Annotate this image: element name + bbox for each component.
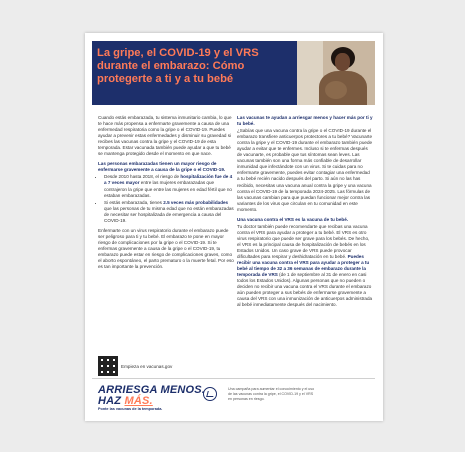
intro-paragraph: Cuando estás embarazada, tu sistema inmunitario cambia, lo que te hace más propensa a enfermarte gravemente a causa de una enfermedad respiratoria como la gripe o el COVID-19. Puedes ayudar a prevenir estas enfermedades y disminuir su gravedad si recibes las vacunas contra la gripe y el COVID-19 de esta temporada. Estar vacunada también puede ayudar a que tu bebé se mantenga protegido desde el momento en que nace. (98, 115, 232, 157)
slogan-line (98, 396, 208, 407)
campaign-note: Una campaña para aumentar el conocimiento y el uso de las vacunas contra la gripe, el COVID-19 y el VRS en personas en riesgo. (228, 387, 315, 401)
bullet-text: Si estás embarazada, tienes (104, 199, 164, 205)
pregnant-woman-photo (297, 41, 375, 105)
divider (92, 378, 375, 379)
rsv-text: (de 1 de septiembre al 31 de enero en casi todos los Estados Unidos). Algunas personas que no pueden o deciden no recibir una vacuna contra el VRS durante el embarazo aún pueden proteger a sus bebés de enfermarse gravemente a causa del VRS con una inmunización de anticuerpos administrada al bebé inmediatamente después del nacimiento. (237, 272, 373, 308)
slogan-accent: MÁS. (124, 394, 153, 407)
bullet-text: entre las mujeres embarazadas que contrajeron la gripe que entre las mujeres en edad fértil que no estaban embarazadas. (104, 180, 232, 198)
campaign-slogan (98, 385, 208, 406)
page-title: La gripe, el COVID-19 y el VRS durante el embarazo: Cómo protegerte a ti y a tu bebé (97, 47, 259, 86)
qr-caption: Empieza en vacunas.gov (121, 364, 173, 369)
rsv-paragraph (237, 224, 373, 309)
rsv-emphasis: Puedes recibir una vacuna contra el VRS para ayudar a proteger a tu bebé al tiempo de 32 a 36 semanas de embarazo durante la temporada de VRS (237, 254, 370, 278)
tagline: Ponte las vacunas de la temporada. (98, 407, 163, 411)
title-banner (92, 41, 375, 105)
hhs-eagle-logo (203, 387, 217, 401)
rsv-heading: Una vacuna contra el VRS es la vacuna de tu bebé. (237, 216, 349, 222)
slogan-text: HAZ (98, 394, 125, 407)
slogan-line: ARRIESGA MENOS. (98, 384, 206, 396)
vaccines-paragraph: ¿Sabías que una vacuna contra la gripe o el COVID-19 durante el embarazo transfiere anticuerpos protectores a tu bebé? Vacunarte contra la gripe y el COVID-19 durante el embarazo también puede ayudar a evitar que te enfermes. Incluso si te enfermas después de vacunarte, es probable que tus síntomas sean leves. Las vacunas también son una forma más confiable de desarrollar inmunidad que infectándote con un virus. Si te cuidas para no enfermarte gravemente, puedes evitar contagiar una enfermedad a tu bebé recién nacido después del parto. Si aún no las has recibido, necesitas una vacuna anual contra la gripe y una vacuna contra el COVID-19 de la temporada 2024-2025. Las fórmulas de las vacunas cambian para que puedan funcionar mejor contra las variantes de los virus que circulan en tu comunidad en este momento. (237, 128, 373, 212)
left-column (98, 115, 234, 274)
bullet-text: Desde 2010 hasta 2018, el riesgo de (104, 174, 181, 180)
bullet-emphasis: 2.5 veces más probabilidades (163, 199, 229, 205)
flyer-page (85, 33, 383, 421)
qr-code[interactable] (98, 356, 118, 376)
risk-list (98, 174, 234, 223)
bullet-text: que las personas de tu misma edad que no están embarazadas de necesitar ser hospitalizada de emergencia a causa del COVID-19. (104, 205, 234, 223)
closing-paragraph: Enfermarte con un virus respiratorio durante el embarazo puede ser peligroso para ti y tu bebé. El embarazo te pone en mayor riesgo de complicaciones por la gripe o el COVID-19. Si te enfermas gravemente a causa de la gripe o el COVID-19, tu embarazo puede estar en riesgo de complicaciones graves, como el aborto espontáneo, el parto prematuro o la muerte fetal. Por eso es tan importante la prevención. (98, 227, 234, 270)
bullet-emphasis: hospitalización fue de 4 a 7 veces mayor (104, 174, 233, 186)
right-column (237, 115, 373, 312)
list-item (104, 174, 234, 198)
list-item (104, 200, 234, 224)
risk-heading: Las personas embarazadas tienen un mayor riesgo de enfermarse gravemente a causa de la gripe o el COVID-19. (98, 161, 226, 173)
rsv-text: Tu doctor también puede recomendarte que recibas una vacuna contra el VRS para ayudar a proteger a tu bebé. El VRS es otro virus respiratorio que puede ser grave para los bebés. De hecho, el VRS es la principal causa de hospitalización de bebés en los Estados Unidos. Un caso grave de VRS puede provocar dificultades para respirar y deshidratación en tu bebé. (237, 223, 370, 260)
vaccines-heading: Las vacunas te ayudan a arriesgar menos y hacer más por ti y tu bebé. (237, 115, 373, 127)
